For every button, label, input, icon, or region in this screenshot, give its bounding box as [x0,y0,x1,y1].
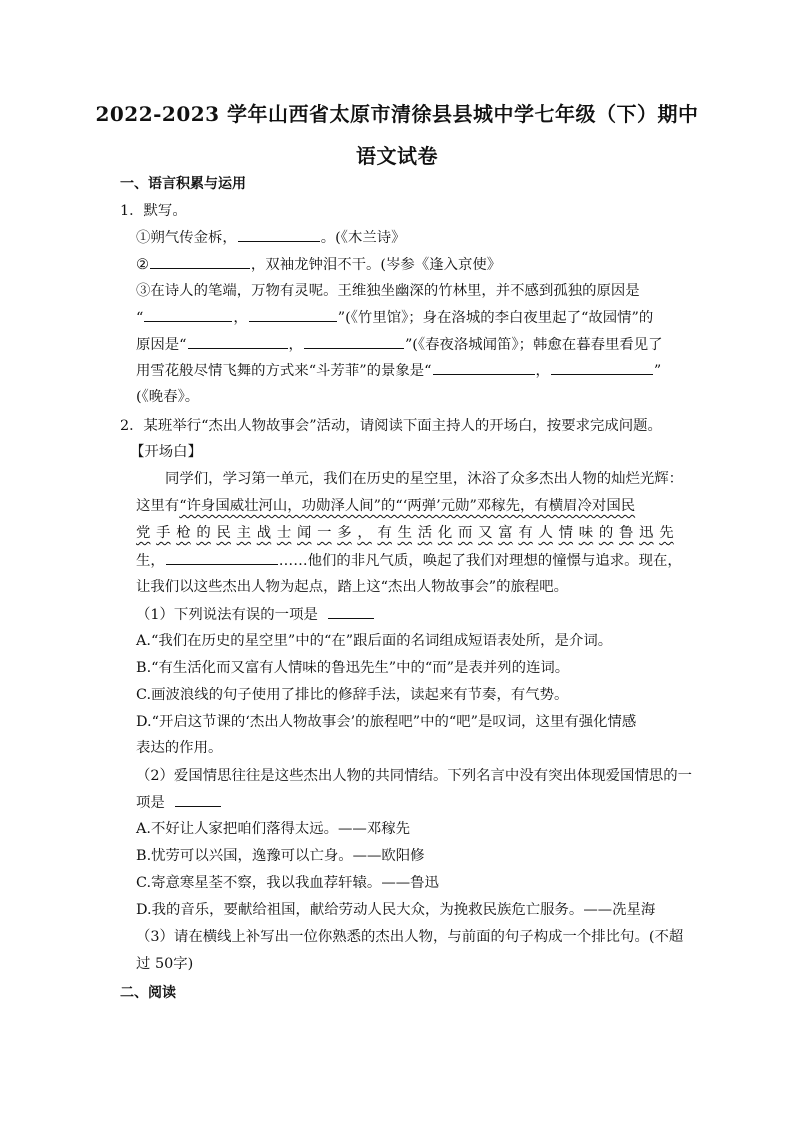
passage-char: 化 [437,525,453,541]
q1-item3-line2-a: “ [136,310,144,326]
passage-char: 生 [397,525,413,541]
passage-char: 民 [216,525,231,541]
q2-sub1-stem-text: （1）下列说法有误的一项是 [136,607,318,623]
q2-passage-line2-a: 这里有 [136,498,180,514]
wavy-underlined-sentence: “许身国威壮河山，功勋泽人间”的“‘两弹’元勋”邓稼先，有横眉冷对国民 [179,498,636,514]
section-heading-1: 一、语言积累与运用 [120,176,246,192]
passage-char: 士 [276,525,292,541]
q2-sub2-option-b: B.忧劳可以兴国，逸豫可以亡身。——欧阳修 [136,848,425,864]
q1-item3-line3-a: 原因是“ [136,337,187,353]
q2-label: 【开场白】 [130,444,202,460]
passage-char: 多 [337,525,352,541]
q2-passage-line3 [136,523,674,543]
q1-item1-text-b: 。(《木兰诗》 [320,230,406,246]
answer-blank[interactable] [150,254,250,269]
q2-sub1-stem [136,604,375,625]
q1-item3-line2-c: ”(《竹里馆》；身在洛城的李白夜里起了“故园情”的 [337,310,654,326]
q1-item3-line5: (《晚春》。 [136,389,200,405]
passage-char: 战 [256,525,272,541]
q1-item2 [136,254,501,275]
q2-sub2-stem2-text: 项是 [136,795,165,811]
q2-sub1-option-d1: D.“开启这节课的‘杰出人物故事会’的旅程吧”中的“吧”是叹词，这里有强化情感 [136,714,637,730]
q1-item1-text-a: ①朔气传金柝， [136,230,237,246]
passage-char: 又 [478,525,493,541]
q1-item2-text-b: ，双袖龙钟泪不干。(岑参《逢入京使》 [250,257,502,273]
q2-sub1-option-c: C.画波浪线的句子使用了排比的修辞手法，读起来有节奏，有气势。 [136,687,569,703]
passage-char: 人 [538,525,553,541]
passage-char: 一 [317,525,332,541]
q1-item3-line1: ③在诗人的笔端，万物有灵呢。王维独坐幽深的竹林里，并不感到孤独的原因是 [136,283,640,299]
passage-char: 闻 [297,525,312,541]
passage-char: 党 [136,525,151,541]
q2-sub2-stem1: （2）爱国情思往往是这些杰出人物的共同情结。下列名言中没有突出体现爱国情思的一 [136,768,693,784]
q1-item3-line2 [136,307,653,328]
passage-char: ， [357,525,372,541]
passage-char: 情 [558,525,574,541]
q1-item1 [136,227,406,248]
answer-blank[interactable] [238,227,320,242]
q1-item3-line3-c: ”(《春夜洛城闻笛》；韩愈在暮春里看见了 [404,337,663,353]
passage-char: 有 [518,525,533,541]
passage-char: 而 [458,525,473,541]
exam-title-line2: 语文试卷 [356,144,438,168]
answer-blank[interactable] [188,334,288,349]
q2-sub1-option-b: B.“有生活化而又富有人情味的鲁迅先生”中的“而”是表并列的连词。 [136,660,570,676]
q2-passage-line4 [136,550,682,571]
passage-char: 手 [156,525,171,541]
passage-char: 主 [236,525,252,541]
passage-char: 的 [196,525,211,541]
q1-stem: 1．默写。 [120,203,187,219]
q2-sub2-option-d: D.我的音乐，要献给祖国，献给劳动人民大众，为挽救民族危亡服务。——冼星海 [136,902,656,918]
q2-sub2-option-a: A.不好让人家把咱们落得太远。——邓稼先 [136,821,410,837]
q2-sub2-option-c: C.寄意寒星荃不察，我以我血荐轩辕。——鲁迅 [136,875,439,891]
passage-char: 迅 [639,525,654,541]
answer-blank[interactable] [144,307,232,322]
answer-blank[interactable] [175,792,221,807]
q2-sub3-line2: 过 50字) [136,956,194,972]
passage-char: 先 [659,525,674,541]
justified-wavy-line [136,523,674,543]
q2-sub3-line1: （3）请在横线上补写出一位你熟悉的杰出人物，与前面的句子构成一个排比句。(不超 [136,929,684,945]
q1-item3-line4-c: ” [653,363,662,379]
q2-sub1-option-a: A.“我们在历史的星空里”中的“在”跟后面的名词组成短语表处所，是介词。 [136,633,613,649]
passage-char: 富 [498,525,513,541]
q2-passage-line5: 让我们以这些杰出人物为起点，踏上这“杰出人物故事会”的旅程吧。 [136,579,569,595]
passage-char: 鲁 [619,525,634,541]
answer-blank[interactable] [166,550,278,565]
q2-sub1-option-d2: 表达的作用。 [136,740,223,756]
q1-item3-line4-a: 用雪花般尽情飞舞的方式来“斗芳菲”的景象是“ [136,363,432,379]
q2-stem: 2．某班举行“杰出人物故事会”活动，请阅读下面主持人的开场白，按要求完成问题。 [120,418,662,434]
exam-title-line1: 2022-2023 学年山西省太原市清徐县县城中学七年级（下）期中 [95,102,699,126]
q1-item3-line2-b: ， [233,310,248,326]
q1-item3-line4 [136,360,661,381]
q1-item2-text-a: ② [136,257,149,273]
answer-blank[interactable] [551,360,653,375]
q1-item3-line3-b: ， [288,337,303,353]
answer-blank[interactable] [433,360,535,375]
passage-char: 味 [578,525,594,541]
q2-sub2-stem2 [136,792,222,813]
q2-passage-line4-a: 生， [136,553,165,569]
answer-blank[interactable] [249,307,337,322]
answer-blank[interactable] [328,604,374,619]
passage-char: 有 [377,525,392,541]
q1-item3-line4-b: ， [535,363,550,379]
q1-item3-line3 [136,334,663,355]
passage-char: 的 [598,525,614,541]
q2-passage-line2 [136,496,635,516]
q2-passage-line4-b: ……他们的非凡气质，唤起了我们对理想的憧憬与追求。现在， [278,553,682,569]
q2-passage-line1: 同学们，学习第一单元，我们在历史的星空里，沐浴了众多杰出人物的灿烂光辉： [165,471,684,487]
answer-blank[interactable] [304,334,404,349]
section-heading-2: 二、阅读 [120,985,176,1001]
passage-char: 活 [417,525,433,541]
passage-char: 枪 [176,525,191,541]
